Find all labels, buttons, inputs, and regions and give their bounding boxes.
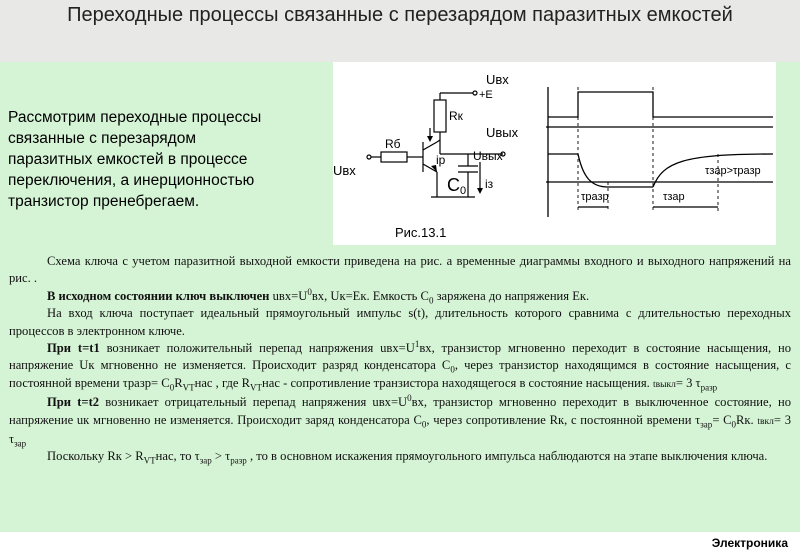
p3-text: На вход ключа поступает идеальный прямоугольный импульс s(t), длительность которого сравнима с длительностью переходных процессов в электронном ключе. (9, 306, 791, 338)
paragraph-conclusion (9, 448, 791, 465)
p4-bold: При t=t1 (47, 341, 100, 356)
p5-tiny: tвкл (757, 416, 774, 427)
p4-text: нас - сопротивление транзистора находящегося в состояние насыщения. (262, 375, 650, 390)
label-iz: iз (485, 177, 494, 191)
p4-text: вх, транзистор мгновенно переходит в состояние насыщения, но напряжение Uк мгновенно не изменяется. Происходит разряд конденсатора C (9, 341, 791, 373)
p5-sub: 0 (731, 419, 737, 430)
slide-title: Переходные процессы связанные с перезарядом паразитных емкостей (67, 4, 733, 26)
intro-line: переключения, а инерционностью (8, 172, 255, 189)
p5-bold: При t=t2 (47, 395, 100, 410)
p5-text: вх, транзистор мгновенно переходит в выключенное состояние, но напряжение uк мгновенно не изменяется. Происходит заряд конденсатора C (9, 395, 791, 427)
p4-text: , через транзистор находящимся в состояние насыщения, с постоянной времени τразр= C (9, 358, 792, 390)
paragraph-schema (9, 253, 791, 288)
p4-text: = 3 τ (675, 375, 701, 390)
intro-text (8, 107, 320, 212)
p5-text: Rк. (736, 412, 754, 427)
p6-text: > τ (211, 449, 231, 464)
label-uvx-input: Uвх (333, 163, 356, 178)
intro-line: связанные с перезарядом (8, 130, 196, 147)
p2-bold: В исходном состоянии ключ выключен (47, 288, 270, 303)
p6-sub: разр (230, 455, 247, 466)
p5-sup: 0 (407, 393, 412, 404)
p2-text: вх, Uк=Eк. Емкость C (311, 288, 429, 303)
figure-13-1 (333, 62, 776, 245)
p5-sub: 0 (421, 419, 427, 430)
paragraph-t1 (9, 340, 791, 394)
p6-text: нас, то τ (155, 449, 200, 464)
label-tau-condition: τзар>τразр (705, 165, 761, 177)
p4-text: возникает положительный перепад напряжения uвх=U (99, 341, 415, 356)
paragraph-initial-state (9, 288, 791, 305)
intro-line: транзистор пренебрегаем. (8, 193, 200, 210)
p4-tiny: tвыкл (652, 379, 676, 390)
p4-text: R (174, 375, 183, 390)
label-c0-main: C (447, 175, 460, 195)
p2-sup: 0 (307, 286, 312, 297)
p5-text: = 3 τ (9, 412, 791, 447)
label-uvyh-axis: Uвых (486, 125, 519, 140)
slide-header (0, 0, 800, 62)
p1-text: Схема ключа с учетом паразитной выходной емкости приведена на рис. а временные диаграммы входного и выходного напряжений на рис. . (9, 254, 791, 286)
p4-sub: VT (182, 382, 195, 393)
p2-text: заряжена до напряжения Eк. (433, 288, 590, 303)
intro-line: паразитных емкостей в процессе (8, 151, 248, 168)
p5-text: , через сопротивление Rк, с постоянной времени τ (426, 412, 701, 427)
paragraph-input-pulse (9, 305, 791, 340)
label-ip: iр (436, 153, 446, 167)
p4-sub: 0 (450, 364, 455, 375)
p6-text: , то в основном искажения прямоугольного импульса наблюдаются на этапе выключения ключа. (246, 449, 768, 464)
p4-sub: разр (700, 382, 718, 393)
p6-sub: VT (143, 455, 156, 466)
p6-sub: зар (199, 455, 212, 466)
p6-text: Поскольку Rк > R (47, 449, 144, 464)
footer-brand: Электроника (711, 536, 788, 550)
p5-sub: зар (700, 419, 713, 430)
label-c0-sub: 0 (460, 185, 467, 197)
p4-sub: VT (250, 382, 263, 393)
figure-caption: Рис.13.1 (395, 225, 447, 240)
label-supply: +E (479, 89, 493, 101)
label-uvyh-output: Uвых (473, 149, 503, 163)
figure-diagram (333, 62, 776, 245)
body-text (9, 253, 791, 466)
label-uvx-axis: Uвх (486, 72, 509, 87)
p4-sup: 1 (414, 338, 420, 349)
paragraph-t2 (9, 394, 791, 448)
p2-sub: 0 (428, 295, 434, 306)
p5-sub: зар (14, 438, 27, 449)
label-rk: Rк (449, 109, 463, 123)
label-tau-zar: τзар (663, 191, 685, 203)
intro-line: Рассмотрим переходные процессы (8, 109, 262, 126)
p4-sub: 0 (169, 382, 175, 393)
p5-text: = C (712, 412, 732, 427)
p4-text: нас , где R (194, 375, 251, 390)
p5-text: возникает отрицательный перепад напряжения uвх=U (99, 395, 408, 410)
p2-text: uвх=U (269, 288, 308, 303)
label-c0 (447, 175, 466, 197)
label-tau-razr: τразр (581, 191, 609, 203)
label-rb: Rб (385, 137, 401, 151)
